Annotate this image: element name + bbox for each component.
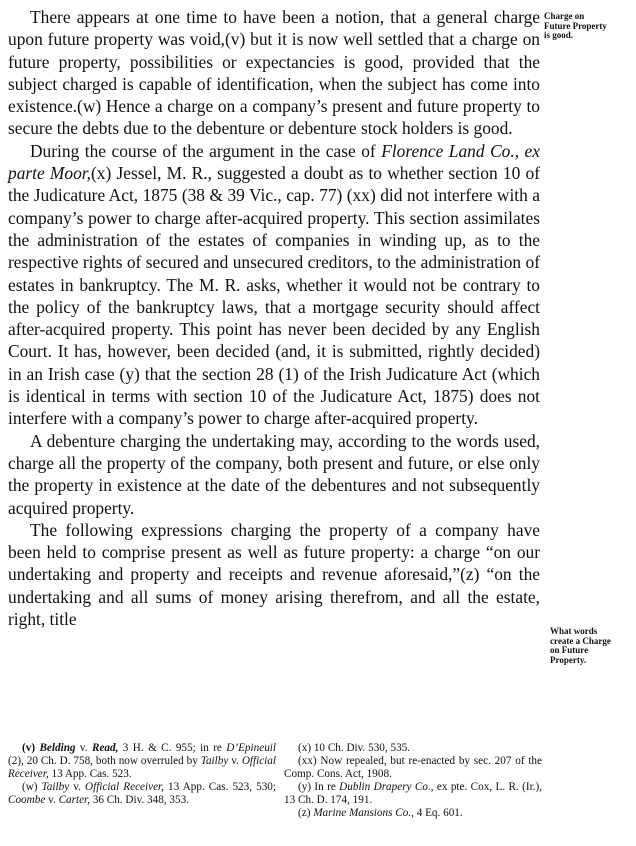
margin-note-line: What words <box>550 626 598 636</box>
case-name: Florence Land Co., ex parte Moor, <box>8 140 540 184</box>
case-name: Carter, <box>58 794 90 806</box>
case-name: Tailby <box>41 781 70 793</box>
margin-note-line: Charge on <box>544 11 585 21</box>
main-text-column <box>8 6 540 630</box>
footnote-y: (y) In re Dublin Drapery Co., ex pte. Cox, L. R. (Ir.), 13 Ch. D. 174, 191. <box>284 781 542 806</box>
margin-note-line: on Future <box>550 645 589 655</box>
case-name: Read, <box>91 742 119 754</box>
margin-note-what-words <box>550 627 634 665</box>
case-name: Official Receiver, <box>8 755 276 780</box>
footnotes-right-column <box>284 742 542 820</box>
margin-note-charge-on-future-property <box>544 12 634 41</box>
footnote-xx: (xx) Now repealed, but re-enacted by sec. 207 of the Comp. Cons. Act, 1908. <box>284 755 542 780</box>
margin-note-line: Future Property <box>544 20 607 31</box>
paragraph-florence-land <box>8 140 540 430</box>
paragraph-debenture-charging: A debenture charging the undertaking may, according to the words used, charge all the property of the company, both present and future, or else only the property in existence at the date of the debentures and not subsequently acquired property. <box>8 430 540 518</box>
paragraph-text: During the course of the argument in the case of <box>30 140 382 161</box>
footnotes-left-column <box>8 742 276 807</box>
footnote-z: (z) Marine Mansions Co., 4 Eq. 601. <box>298 807 463 819</box>
margin-note-line: Property. <box>550 654 587 665</box>
case-name: Tailby <box>200 755 229 767</box>
case-name: D’Epineuil <box>226 742 277 754</box>
margin-note-line: create a Charge <box>550 635 611 646</box>
case-name: Dublin Drapery Co., <box>339 781 434 793</box>
footnote-w: (w) Tailby v. Official Receiver, 13 App. Cas. 523, 530; Coombe v. Carter, 36 Ch. Div. 348, 353. <box>8 781 277 806</box>
footnote-v: (v) Belding v. Read, 3 H. & C. 955; in re D’Epineuil (2), 20 Ch. D. 758, both now overruled by Tailby v. Official Receiver, 13 App. Cas. 523. <box>8 742 277 780</box>
case-name: Coombe <box>8 794 46 806</box>
case-name: Marine Mansions Co., <box>313 807 414 819</box>
footnote-x: (x) 10 Ch. Div. 530, 535. <box>298 742 411 754</box>
margin-note-line: is good. <box>544 30 574 40</box>
case-name: Official Receiver, <box>85 781 164 793</box>
paragraph-future-charge: There appears at one time to have been a notion, that a general charge upon future property was void,(v) but it is now well settled that a charge on future property, possibilities or expectancies is good, provided that the subject charged is capable of identification, when the subject has come into existence.(w) Hence a charge on a company’s present and future property to secure the debts due to the debenture or debenture stock holders is good. <box>8 7 540 139</box>
case-name: Belding <box>39 742 76 754</box>
paragraph-following-expressions: The following expressions charging the property of a company have been held to comprise present as well as future property: a charge “on our undertaking and property and receipts and revenue aforesaid,”(z) “on the undertaking and all sums of money arising therefrom, and all the estate, right, title <box>8 519 540 630</box>
paragraph-text: (x) Jessel, M. R., suggested a doubt as to whether section 10 of the Judicature Act, 1875 (38 & 39 Vic., cap. 77) (xx) did not interfere with a company’s power to charge after-acquired property. This section assimilates the administration of the estates of companies in winding up, as to the respective rights of secured and unsecured creditors, to the administration of estates in bankruptcy. The M. R. asks, whether it would not be contrary to the policy of the bankruptcy laws, that a mortgage security should affect after-acquired property. This point has never been decided by any English Court. It has, however, been decided (and, it is submitted, rightly decided) in an Irish case (y) that the section 28 (1) of the Irish Judicature Act (which is identical in terms with section 10 of the Judicature Act, 1875) does not interfere with a company’s power to charge after-acquired property. <box>8 163 540 429</box>
